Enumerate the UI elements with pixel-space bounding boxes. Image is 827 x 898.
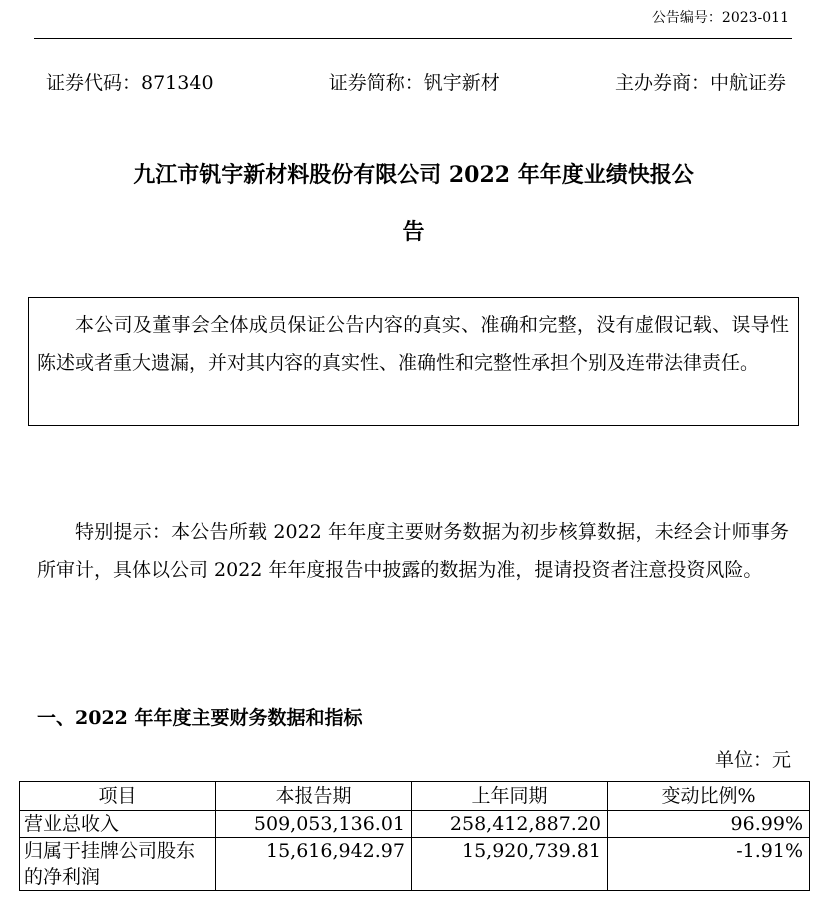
unit-label: 单位：元 bbox=[714, 749, 791, 771]
document-title-line-2: 告 bbox=[402, 219, 425, 245]
header-rule bbox=[34, 38, 792, 39]
row-item: 营业总收入 bbox=[20, 811, 216, 838]
column-header-current: 本报告期 bbox=[216, 782, 412, 811]
row-change: -1.91% bbox=[608, 838, 810, 891]
row-change: 96.99% bbox=[608, 811, 810, 838]
row-current: 15,616,942.97 bbox=[216, 838, 412, 891]
financial-data-table bbox=[19, 781, 810, 891]
document-title-line-1: 九江市钒宇新材料股份有限公司 2022 年年度业绩快报公 bbox=[133, 162, 694, 188]
table-row bbox=[20, 838, 810, 891]
security-abbreviation: 证券简称：钒宇新材 bbox=[328, 72, 500, 94]
row-prior: 15,920,739.81 bbox=[412, 838, 608, 891]
row-current: 509,053,136.01 bbox=[216, 811, 412, 838]
section-heading: 一、2022 年年度主要财务数据和指标 bbox=[37, 707, 363, 729]
disclaimer-text: 本公司及董事会全体成员保证公告内容的真实、准确和完整，没有虚假记载、误导性陈述或者重大遗漏，并对其内容的真实性、准确性和完整性承担个别及连带法律责任。 bbox=[37, 314, 789, 374]
notice-number: 公告编号：2023-011 bbox=[651, 10, 789, 26]
column-header-prior: 上年同期 bbox=[412, 782, 608, 811]
column-header-change: 变动比例% bbox=[608, 782, 810, 811]
sponsor-broker: 主办券商：中航证券 bbox=[614, 72, 786, 94]
security-code: 证券代码：871340 bbox=[46, 72, 214, 94]
table-row bbox=[20, 811, 810, 838]
row-prior: 258,412,887.20 bbox=[412, 811, 608, 838]
security-info-row bbox=[46, 68, 786, 95]
table-header-row bbox=[20, 782, 810, 811]
special-tip-paragraph: 特别提示：本公告所载 2022 年年度主要财务数据为初步核算数据，未经会计师事务所审计，具体以公司 2022 年年度报告中披露的数据为准，提请投资者注意投资风险。 bbox=[37, 521, 789, 581]
column-header-item: 项目 bbox=[20, 782, 216, 811]
row-item: 归属于挂牌公司股东的净利润 bbox=[20, 838, 216, 891]
